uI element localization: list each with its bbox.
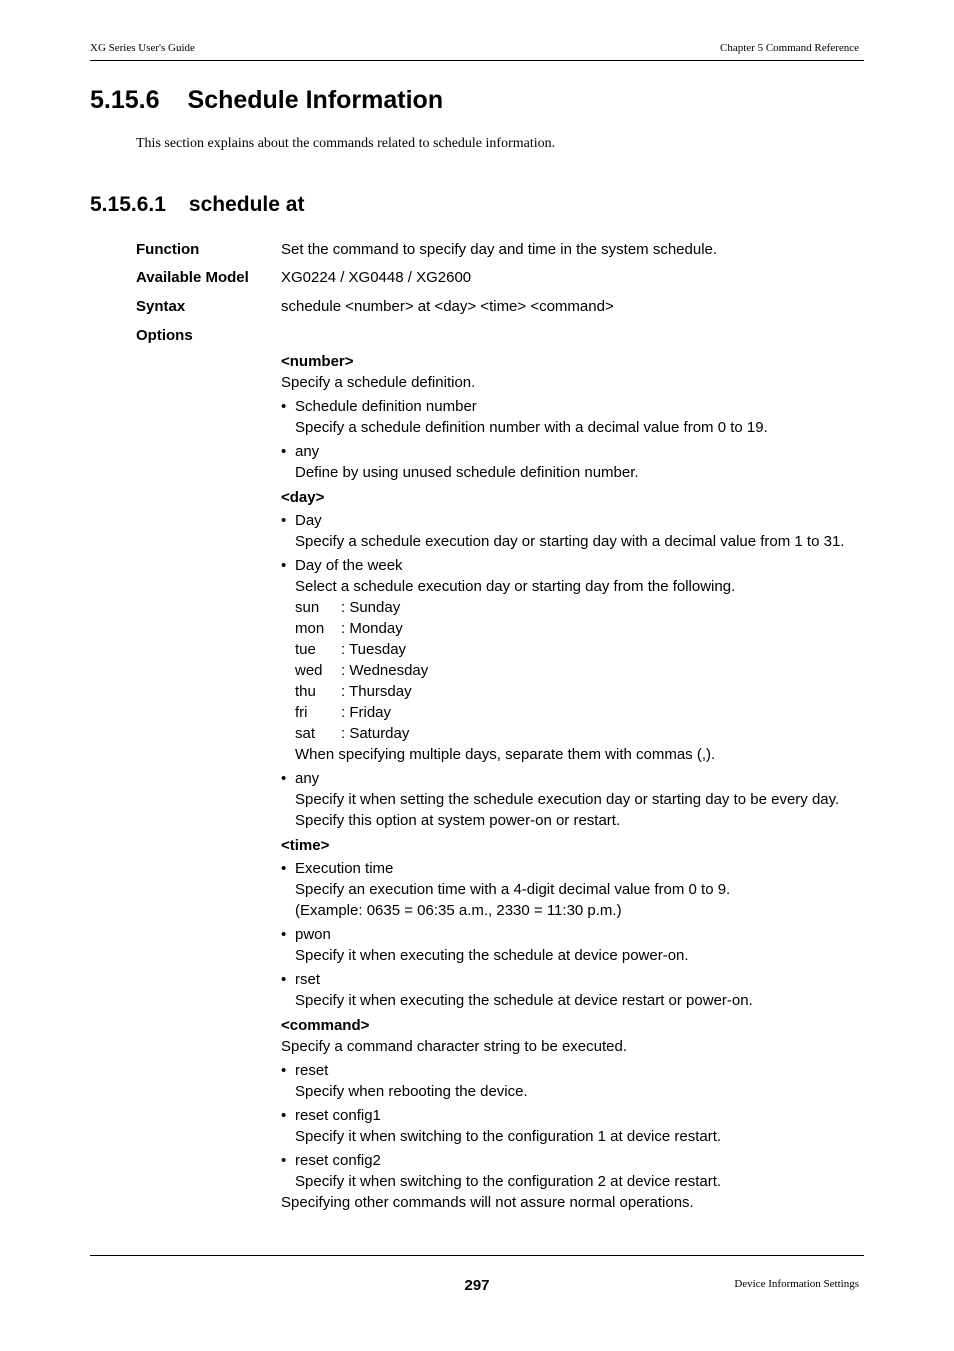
list-item-desc: Define by using unused schedule definition number. <box>295 464 639 481</box>
section-intro: This section explains about the commands related to schedule information. <box>136 136 556 151</box>
header-left: XG Series User's Guide <box>90 42 195 54</box>
weekday-abbr: wed <box>295 662 323 679</box>
weekday-abbr: fri <box>295 704 308 721</box>
function-label: Function <box>136 241 200 258</box>
weekday-row <box>281 723 861 744</box>
footer-rule <box>90 1255 864 1256</box>
list-item <box>281 969 861 1011</box>
list-item-desc: (Example: 0635 = 06:35 a.m., 2330 = 11:30 p.m.) <box>295 902 622 919</box>
list-item-desc: Specify this option at system power-on or restart. <box>295 812 621 829</box>
weekday-name: : Thursday <box>341 683 412 700</box>
list-item <box>281 858 861 921</box>
syntax-value: schedule <number> at <day> <time> <command> <box>281 298 614 315</box>
list-item-name: reset <box>295 1062 329 1079</box>
footer-right: Device Information Settings <box>734 1278 859 1290</box>
model-label: Available Model <box>136 269 249 286</box>
weekday-row <box>281 639 861 660</box>
option-command-title: <command> <box>281 1017 370 1034</box>
list-item-name: any <box>295 443 320 460</box>
bullet-icon: • <box>281 1107 287 1124</box>
bullet-icon: • <box>281 971 287 988</box>
list-item-name: pwon <box>295 926 331 943</box>
bullet-icon: • <box>281 557 287 574</box>
header-rule <box>90 60 864 61</box>
option-number-desc: Specify a schedule definition. <box>281 374 476 391</box>
list-item-desc: Specify it when executing the schedule at device restart or power-on. <box>295 992 753 1009</box>
weekday-abbr: tue <box>295 641 316 658</box>
bullet-icon: • <box>281 1152 287 1169</box>
list-item <box>281 1060 861 1102</box>
weekday-name: : Sunday <box>341 599 401 616</box>
list-item-name: any <box>295 770 320 787</box>
list-item <box>281 1150 861 1192</box>
section-number: 5.15.6 <box>90 86 160 114</box>
weekday-name: : Tuesday <box>341 641 407 658</box>
weekday-name: : Saturday <box>341 725 410 742</box>
list-item-desc: Specify it when executing the schedule at device power-on. <box>295 947 689 964</box>
section-title: Schedule Information <box>187 86 444 114</box>
list-item <box>281 441 861 483</box>
subsection-heading <box>90 193 304 217</box>
header-right: Chapter 5 Command Reference <box>720 42 859 54</box>
bullet-icon: • <box>281 860 287 877</box>
subsection-title: schedule at <box>188 193 305 216</box>
list-item-desc: Specify when rebooting the device. <box>295 1083 528 1100</box>
syntax-label: Syntax <box>136 298 186 315</box>
bullet-icon: • <box>281 512 287 529</box>
option-command-desc: Specify a command character string to be executed. <box>281 1038 628 1055</box>
list-item-name: Schedule definition number <box>295 398 477 415</box>
weekday-abbr: sat <box>295 725 316 742</box>
list-item <box>281 924 861 966</box>
list-item <box>281 1105 861 1147</box>
options-label: Options <box>136 327 193 344</box>
weekday-row <box>281 597 861 618</box>
bullet-icon: • <box>281 770 287 787</box>
weekday-abbr: thu <box>295 683 316 700</box>
weekday-abbr: sun <box>295 599 320 616</box>
section-heading <box>90 86 443 115</box>
list-item-desc: Select a schedule execution day or starting day from the following. <box>295 578 736 595</box>
list-item-name: reset config1 <box>295 1107 381 1124</box>
weekday-note: When specifying multiple days, separate them with commas (,). <box>295 746 716 763</box>
option-day-title: <day> <box>281 489 325 506</box>
list-item-desc: Specify it when switching to the configuration 1 at device restart. <box>295 1128 722 1145</box>
model-value: XG0224 / XG0448 / XG2600 <box>281 269 472 286</box>
list-item-name: Day of the week <box>295 557 403 574</box>
list-item-desc: Specify it when switching to the configuration 2 at device restart. <box>295 1173 722 1190</box>
function-value: Set the command to specify day and time in the system schedule. <box>281 241 718 258</box>
weekday-abbr: mon <box>295 620 325 637</box>
list-item-name: Execution time <box>295 860 394 877</box>
bullet-icon: • <box>281 398 287 415</box>
weekday-name: : Wednesday <box>341 662 429 679</box>
list-item-desc: Specify a schedule execution day or starting day with a decimal value from 1 to 31. <box>295 533 845 550</box>
list-item-desc: Specify it when setting the schedule execution day or starting day to be every day. <box>295 791 840 808</box>
list-item <box>281 510 861 552</box>
option-command-note: Specifying other commands will not assure normal operations. <box>281 1194 694 1211</box>
weekday-row <box>281 681 861 702</box>
weekday-row <box>281 660 861 681</box>
list-item <box>281 768 861 831</box>
bullet-icon: • <box>281 443 287 460</box>
list-item-name: reset config2 <box>295 1152 381 1169</box>
list-item-name: Day <box>295 512 322 529</box>
list-item-desc: Specify an execution time with a 4-digit decimal value from 0 to 9. <box>295 881 731 898</box>
list-item <box>281 555 861 765</box>
option-time-title: <time> <box>281 837 330 854</box>
list-item <box>281 396 861 438</box>
option-number-title: <number> <box>281 353 354 370</box>
bullet-icon: • <box>281 1062 287 1079</box>
list-item-name: rset <box>295 971 321 988</box>
list-item-desc: Specify a schedule definition number with a decimal value from 0 to 19. <box>295 419 768 436</box>
weekday-name: : Monday <box>341 620 403 637</box>
page-number: 297 <box>464 1277 490 1294</box>
options-content <box>281 351 861 1213</box>
weekday-row <box>281 618 861 639</box>
subsection-number: 5.15.6.1 <box>90 193 166 216</box>
weekday-name: : Friday <box>341 704 392 721</box>
bullet-icon: • <box>281 926 287 943</box>
weekday-row <box>281 702 861 723</box>
